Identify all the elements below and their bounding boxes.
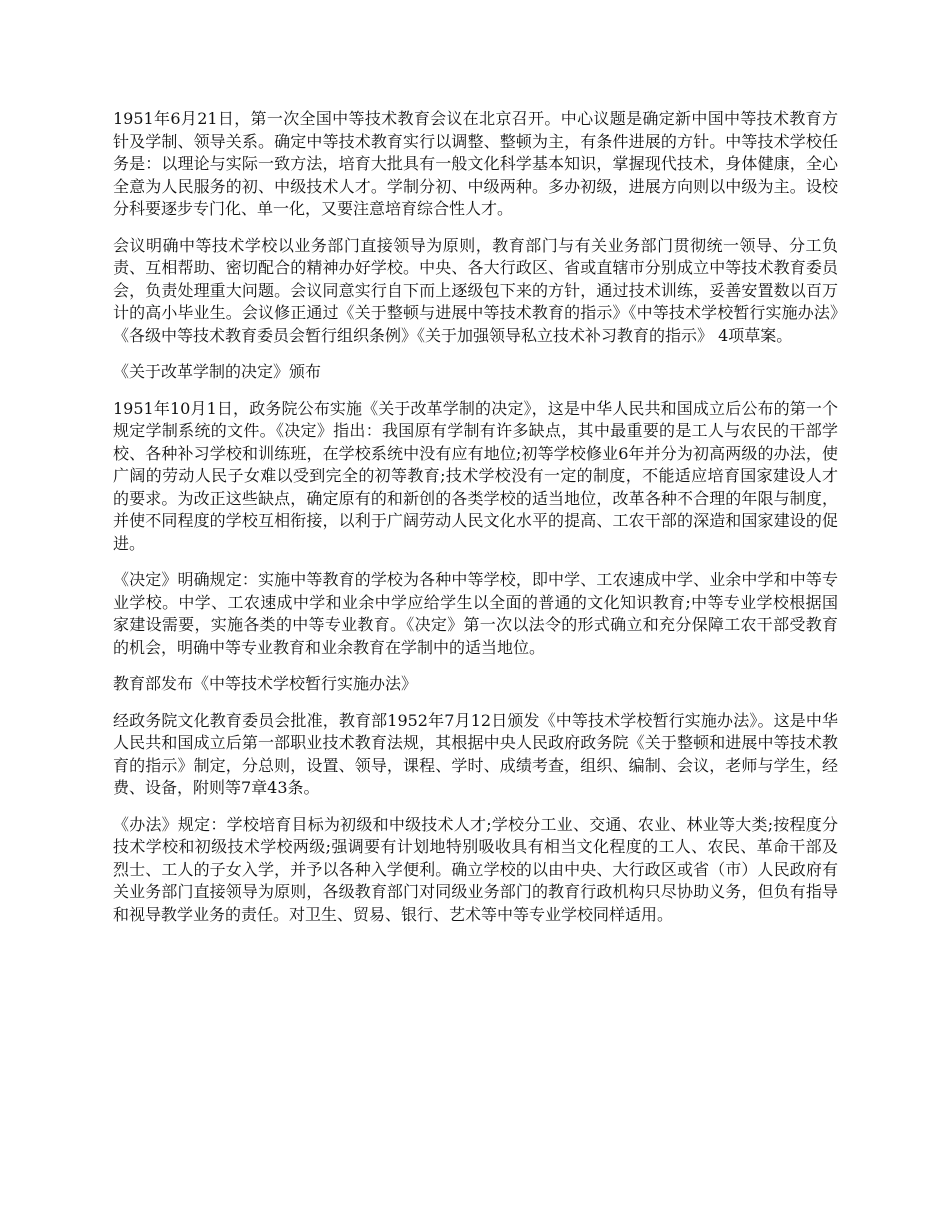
paragraph-conference-leadership: 会议明确中等技术学校以业务部门直接领导为原则，教育部门与有关业务部门贯彻统一领导、分工负责、互相帮助、密切配合的精神办好学校。中央、各大行政区、省或直辖市分别成立中等技术教育委员会，负责处理重大问题。会议同意实行自下而上逐级包下来的方针，通过技术训练，妥善安置数以百万计的高小毕业生。会议修正通过《关于整顿与进展中等技术教育的指示》《中等技术学校暂行实施办法》《各级中等技术教育委员会暂行组织条例》《关于加强领导私立技术补习教育的指示》 4项草案。: [113, 235, 838, 345]
section-heading-interim-measures: 教育部发布《中等技术学校暂行实施办法》: [113, 674, 418, 693]
section-heading-school-system-decision: 《关于改革学制的决定》颁布: [113, 362, 322, 381]
document-body: [113, 108, 838, 940]
paragraph-conference-1951: 1951年6月21日，第一次全国中等技术教育会议在北京召开。中心议题是确定新中国中等技术教育方针及学制、领导关系。确定中等技术教育实行以调整、整顿为主，有条件进展的方针。中等技术学校任务是：以理论与实际一致方法，培育大批具有一般文化科学基本知识，掌握现代技术，身体健康，全心全意为人民服务的初、中级技术人才。学制分初、中级两种。多办初级，进展方向则以中级为主。设校分科要逐步专门化、单一化，又要注意培育综合性人才。: [113, 109, 838, 218]
paragraph-decision-provisions: 《决定》明确规定：实施中等教育的学校为各种中等学校，即中学、工农速成中学、业余中学和中等专业学校。中学、工农速成中学和业余中学应给学生以全面的普通的文化知识教育;中等专业学校根据国家建设需要，实施各类的中等专业教育。《决定》第一次以法令的形式确立和充分保障工农干部受教育的机会，明确中等专业教育和业余教育在学制中的适当地位。: [113, 570, 838, 657]
paragraph-decision-announcement: 1951年10月1日，政务院公布实施《关于改革学制的决定》，这是中华人民共和国成立后公布的第一个规定学制系统的文件。《决定》指出：我国原有学制有许多缺点，其中最重要的是工人与农民的干部学校、各种补习学校和训练班，在学校系统中没有应有地位;初等学校修业6年并分为初高两级的办法，使广阔的劳动人民子女难以受到完全的初等教育;技术学校没有一定的制度，不能适应培育国家建设人才的要求。为改正这些缺点，确定原有的和新创的各类学校的适当地位，改革各种不合理的年限与制度，并使不同程度的学校互相衔接，以利于广阔劳动人民文化水平的提高、工农干部的深造和国家建设的促进。: [113, 398, 838, 553]
paragraph-interim-measures-provisions: 《办法》规定：学校培育目标为初级和中级技术人才;学校分工业、交通、农业、林业等大类;按程度分技术学校和初级技术学校两级;强调要有计划地特别吸收具有相当文化程度的工人、农民、革命干部及烈士、工人的子女入学，并予以各种入学便利。确立学校的以由中央、大行政区或省（市）人民政府有关业务部门直接领导为原则，各级教育部门对同级业务部门的教育行政机构只尽协助义务，但负有指导和视导教学业务的责任。对卫生、贸易、银行、艺术等中等专业学校同样适用。: [113, 814, 838, 924]
paragraph-interim-measures-issued: 经政务院文化教育委员会批准，教育部1952年7月12日颁发《中等技术学校暂行实施办法》。这是中华人民共和国成立后第一部职业技术教育法规，其根据中央人民政府政务院《关于整顿和进展中等技术教育的指示》制定，分总则，设置、领导，课程、学时、成绩考查，组织、编制、会议，老师与学生，经费、设备，附则等7章43条。: [113, 710, 838, 797]
